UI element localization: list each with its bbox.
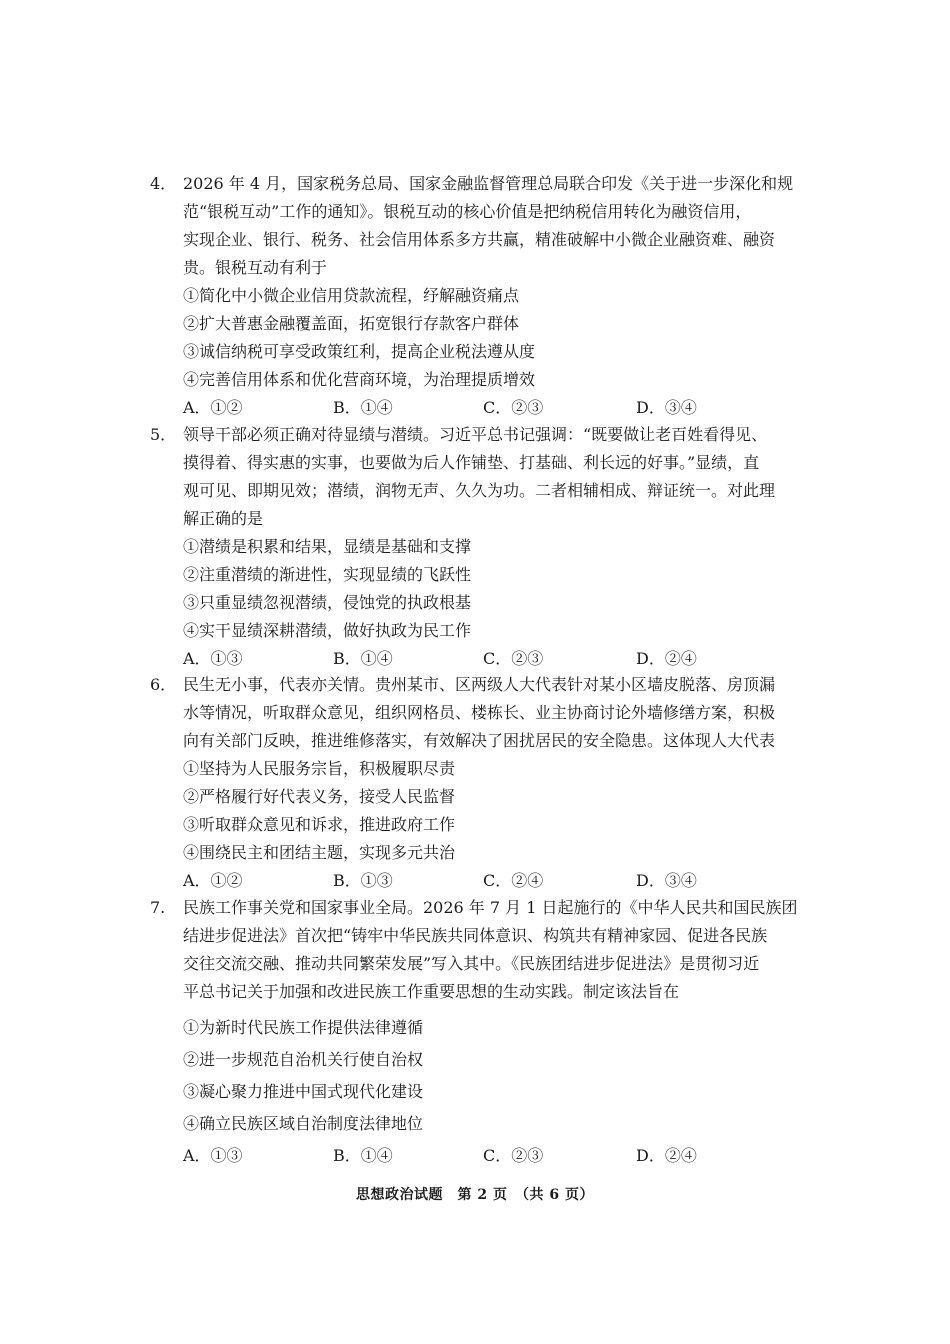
question-text: 2026 年 4 月，国家税务总局、国家金融监督管理总局联合印发《关于进一步深化和规 <box>183 174 794 193</box>
question-number: 5． <box>150 425 177 444</box>
answer-choices <box>150 645 810 673</box>
answer-choice-b: B．①④ <box>333 1146 393 1165</box>
answer-choice-c: C．②③ <box>483 398 544 417</box>
question-stem-line <box>150 170 810 198</box>
answer-choice-d: D．③④ <box>636 398 697 417</box>
question-text: 向有关部门反映，推进维修落实，有效解决了困扰居民的安全隐患。这体现人大代表 <box>183 731 776 750</box>
question-text: 实现企业、银行、税务、社会信用体系多方共赢，精准破解中小微企业融资难、融资 <box>183 230 776 249</box>
question-stem-line <box>150 421 810 449</box>
answer-choice-c: C．②③ <box>483 649 544 668</box>
question-text: 民生无小事，代表亦关情。贵州某市、区两级人大代表针对某小区墙皮脱落、房顶漏 <box>183 675 776 694</box>
statement-option: ②注重潜绩的渐进性，实现显绩的飞跃性 <box>183 565 472 584</box>
answer-choice-b: B．①④ <box>333 649 393 668</box>
answer-choices <box>150 1140 810 1172</box>
answer-choice-a: A．①② <box>183 871 243 890</box>
statement-option: ①为新时代民族工作提供法律遵循 <box>183 1018 424 1037</box>
statement-option: ①坚持为人民服务宗旨，积极履职尽责 <box>183 759 456 778</box>
answer-choices <box>150 867 810 895</box>
question-text: 解正确的是 <box>183 509 264 528</box>
question-7 <box>150 894 810 1172</box>
question-5 <box>150 421 810 673</box>
question-text: 水等情况，听取群众意见，组织网格员、楼栋长、业主协商讨论外墙修缮方案，积极 <box>183 703 776 722</box>
statement-option: ②扩大普惠金融覆盖面，拓宽银行存款客户群体 <box>183 314 520 333</box>
statement-option: ④完善信用体系和优化营商环境，为治理提质增效 <box>183 370 536 389</box>
question-text: 观可见、即期见效；潜绩，润物无声、久久为功。二者相辅相成、辩证统一。对此理 <box>183 481 776 500</box>
answer-choice-c: C．②③ <box>483 1146 544 1165</box>
question-number: 4． <box>150 174 177 193</box>
page-footer: 思想政治试题 第 2 页 （共 6 页） <box>356 1187 594 1203</box>
question-stem-line <box>150 894 810 922</box>
question-stem-line <box>150 671 810 699</box>
question-text: 平总书记关于加强和改进民族工作重要思想的生动实践。制定该法旨在 <box>183 982 680 1001</box>
answer-choice-d: D．②④ <box>636 649 697 668</box>
statement-option: ①潜绩是积累和结果，显绩是基础和支撑 <box>183 537 472 556</box>
statement-option: ②严格履行好代表义务，接受人民监督 <box>183 787 456 806</box>
statement-option: ④确立民族区域自治制度法律地位 <box>183 1114 424 1133</box>
statement-option: ③诚信纳税可享受政策红利，提高企业税法遵从度 <box>183 342 536 361</box>
answer-choice-d: D．③④ <box>636 871 697 890</box>
question-text: 贵。银税互动有利于 <box>183 258 328 277</box>
answer-choices <box>150 394 810 422</box>
statement-option: ④实干显绩深耕潜绩，做好执政为民工作 <box>183 621 472 640</box>
question-6 <box>150 671 810 895</box>
question-text: 范“银税互动”工作的通知》。银税互动的核心价值是把纳税信用转化为融资信用， <box>183 202 752 221</box>
question-text: 结进步促进法》首次把“铸牢中华民族共同体意识、构筑共有精神家园、促进各民族 <box>183 926 768 945</box>
question-text: 民族工作事关党和国家事业全局。2026 年 7 月 1 日起施行的《中华人民共和国民族团 <box>183 898 798 917</box>
statement-option: ③只重显绩忽视潜绩，侵蚀党的执政根基 <box>183 593 472 612</box>
answer-choice-c: C．②④ <box>483 871 544 890</box>
statement-option: ①简化中小微企业信用贷款流程，纾解融资痛点 <box>183 286 520 305</box>
question-text: 摸得着、得实惠的实事，也要做为后人作铺垫、打基础、利长远的好事。”显绩，直 <box>183 453 760 472</box>
answer-choice-a: A．①③ <box>183 1146 243 1165</box>
question-text: 领导干部必须正确对待显绩与潜绩。习近平总书记强调：“既要做让老百姓看得见、 <box>183 425 768 444</box>
answer-choice-a: A．①③ <box>183 649 243 668</box>
answer-choice-b: B．①④ <box>333 398 393 417</box>
answer-choice-a: A．①② <box>183 398 243 417</box>
question-text: 交往交流交融、推动共同繁荣发展”写入其中。《民族团结进步促进法》是贯彻习近 <box>183 954 760 973</box>
question-number: 6． <box>150 675 177 694</box>
answer-choice-b: B．①③ <box>333 871 393 890</box>
statement-option: ④围绕民主和团结主题，实现多元共治 <box>183 843 456 862</box>
question-number: 7. <box>150 898 166 917</box>
answer-choice-d: D．②④ <box>636 1146 697 1165</box>
statement-option: ③听取群众意见和诉求，推进政府工作 <box>183 815 456 834</box>
statement-option: ③凝心聚力推进中国式现代化建设 <box>183 1082 424 1101</box>
question-4 <box>150 170 810 422</box>
statement-option: ②进一步规范自治机关行使自治权 <box>183 1050 424 1069</box>
